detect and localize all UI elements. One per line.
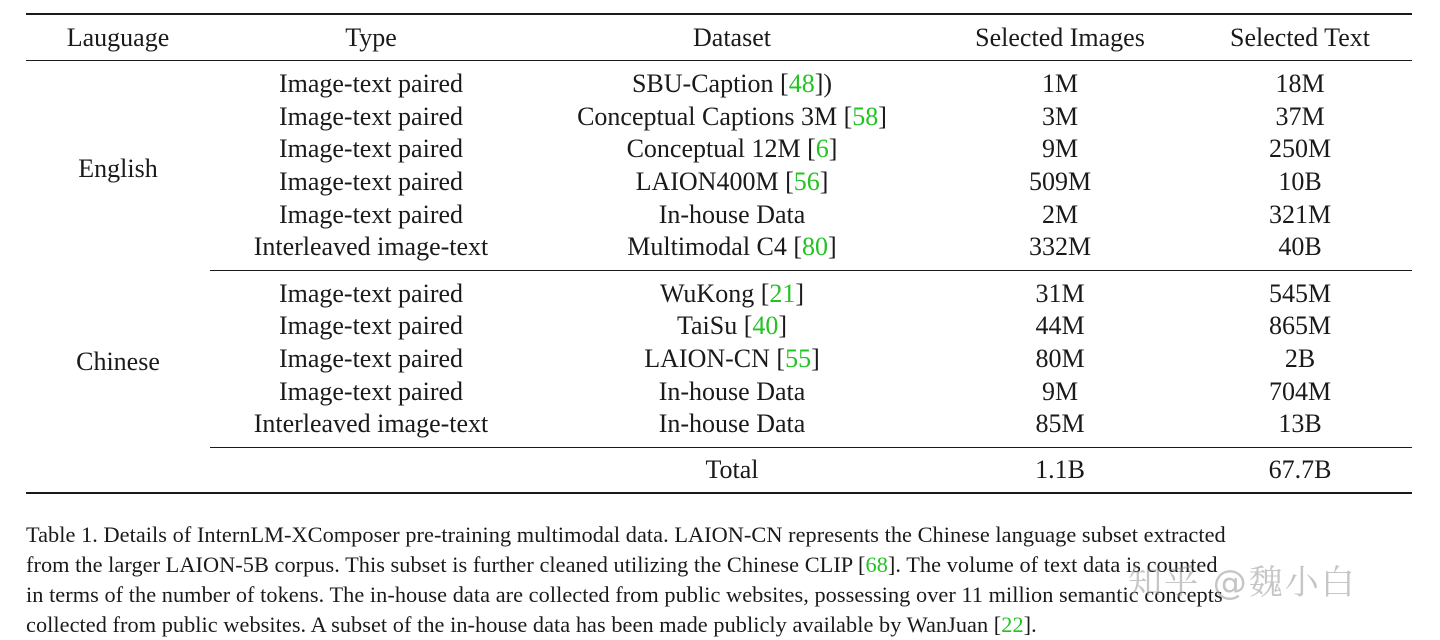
header-type: Type: [210, 14, 532, 61]
total-row: [26, 447, 1412, 493]
table-row: [26, 198, 1412, 231]
dataset-cell: [532, 270, 932, 310]
dataset-name: LAION400M [: [635, 167, 794, 197]
selected-images-cell: 9M: [1041, 376, 1079, 406]
table-row: [26, 61, 1412, 101]
selected-text-cell: 10B: [1278, 167, 1322, 197]
type-cell: Image-text paired: [278, 344, 464, 374]
table-body: [26, 61, 1412, 448]
dataset-cell: [532, 61, 932, 101]
caption-line: in terms of the number of tokens. The in-house data are collected from public websites, possessing over 11 million semantic concepts: [26, 582, 1223, 607]
dataset-name: Conceptual 12M [: [626, 134, 816, 164]
dataset-cell: [532, 310, 932, 343]
selected-images-cell: 509M: [1028, 167, 1092, 197]
total-images: 1.1B: [932, 447, 1188, 493]
citation-link[interactable]: 80: [802, 232, 829, 262]
citation-link[interactable]: 58: [852, 101, 879, 131]
table-row: [26, 270, 1412, 310]
header-selected-images: Selected Images: [932, 14, 1188, 61]
selected-images-cell: 332M: [932, 231, 1188, 270]
citation-link[interactable]: 68: [865, 552, 888, 577]
citation-bracket: ]: [811, 344, 820, 374]
header-selected-text: Selected Text: [1188, 14, 1412, 61]
selected-images-cell: 31M: [1035, 278, 1085, 308]
dataset-name: In-house Data: [658, 199, 806, 229]
type-cell: Image-text paired: [278, 134, 464, 164]
type-cell: Image-text paired: [278, 376, 464, 406]
type-cell: Interleaved image-text: [210, 408, 532, 447]
dataset-name: In-house Data: [658, 409, 806, 439]
type-cell: Image-text paired: [278, 311, 464, 341]
table-row: [26, 101, 1412, 134]
dataset-cell: [532, 133, 932, 166]
caption-text: collected from public websites. A subset of the in-house data has been made publicly available by WanJuan [: [26, 612, 1002, 637]
citation-bracket: ]: [828, 134, 838, 164]
header-dataset: Dataset: [532, 14, 932, 61]
watermark: 知乎 @魏小白: [1128, 563, 1357, 603]
selected-text-cell: 250M: [1268, 134, 1332, 164]
selected-images-cell: 80M: [1035, 344, 1085, 374]
selected-text-cell: 321M: [1268, 199, 1332, 229]
citation-link[interactable]: 40: [752, 311, 779, 341]
citation-link[interactable]: 21: [769, 278, 796, 308]
table-row: [26, 310, 1412, 343]
table-header-row: [26, 14, 1412, 61]
caption-line: [26, 610, 1386, 640]
language-cell: English: [78, 154, 158, 184]
total-empty-cell: [210, 447, 532, 493]
selected-images-cell: 85M: [932, 408, 1188, 447]
dataset-cell: [532, 343, 932, 376]
dataset-name: Conceptual Captions 3M [: [577, 101, 853, 131]
dataset-cell: [532, 231, 932, 270]
selected-images-cell: 9M: [1041, 134, 1079, 164]
total-label: Total: [532, 447, 932, 493]
citation-bracket: ]: [828, 232, 837, 262]
selected-text-cell: 40B: [1188, 231, 1412, 270]
caption-text: ]. The volume of text data is counted: [887, 552, 1218, 577]
selected-text-cell: 37M: [1275, 101, 1325, 131]
citation-link[interactable]: 55: [785, 344, 812, 374]
citation-link[interactable]: 6: [815, 134, 829, 164]
type-cell: Image-text paired: [278, 199, 464, 229]
type-cell: Image-text paired: [278, 278, 464, 308]
citation-bracket: ]: [795, 278, 805, 308]
dataset-name: LAION-CN [: [644, 344, 786, 374]
type-cell: Image-text paired: [278, 101, 464, 131]
citation-link[interactable]: 56: [793, 167, 820, 197]
citation-bracket: ]: [878, 101, 887, 131]
selected-text-cell: 18M: [1275, 69, 1325, 99]
table-caption: [26, 520, 1386, 640]
dataset-cell: [532, 101, 932, 134]
caption-line: Table 1. Details of InternLM-XComposer pre-training multimodal data. LAION-CN represents the Chinese language subset extracted: [26, 522, 1226, 547]
dataset-name: Multimodal C4 [: [627, 232, 803, 262]
caption-text: from the larger LAION-5B corpus. This subset is further cleaned utilizing the Chinese CLIP [: [26, 552, 866, 577]
table-row: [26, 166, 1412, 199]
caption-text: ].: [1023, 612, 1037, 637]
selected-text-cell: 545M: [1268, 278, 1332, 308]
table-row: [26, 133, 1412, 166]
table-row: [26, 408, 1412, 447]
citation-bracket: ]: [778, 311, 788, 341]
selected-text-cell: 865M: [1268, 311, 1332, 341]
table-row: [26, 343, 1412, 376]
dataset-name: TaiSu [: [676, 311, 753, 341]
caption-line: [26, 550, 1386, 580]
type-cell: Image-text paired: [278, 167, 464, 197]
dataset-cell: [532, 166, 932, 199]
citation-link[interactable]: 22: [1001, 612, 1024, 637]
selected-text-cell: 13B: [1188, 408, 1412, 447]
table-row: [26, 231, 1412, 270]
dataset-cell: [532, 198, 932, 231]
dataset-cell: [532, 375, 932, 408]
type-cell: Image-text paired: [278, 69, 464, 99]
citation-link[interactable]: 48: [788, 69, 815, 99]
dataset-cell: [532, 408, 932, 447]
selected-images-cell: 2M: [1041, 199, 1079, 229]
language-cell: Chinese: [76, 347, 160, 377]
selected-text-cell: 704M: [1268, 376, 1332, 406]
selected-images-cell: 1M: [1041, 69, 1079, 99]
citation-bracket: ]): [814, 69, 833, 99]
selected-images-cell: 44M: [1035, 311, 1085, 341]
dataset-table: [26, 13, 1412, 494]
dataset-name: WuKong [: [659, 278, 770, 308]
citation-bracket: ]: [819, 167, 829, 197]
dataset-name: SBU-Caption [: [631, 69, 789, 99]
table-row: [26, 375, 1412, 408]
type-cell: Interleaved image-text: [210, 231, 532, 270]
dataset-name: In-house Data: [658, 376, 806, 406]
selected-images-cell: 3M: [1041, 101, 1079, 131]
dataset-table-container: [26, 13, 1412, 494]
selected-text-cell: 2B: [1284, 344, 1316, 374]
total-empty-cell: [26, 447, 210, 493]
total-text: 67.7B: [1188, 447, 1412, 493]
header-language: Lauguage: [26, 14, 210, 61]
